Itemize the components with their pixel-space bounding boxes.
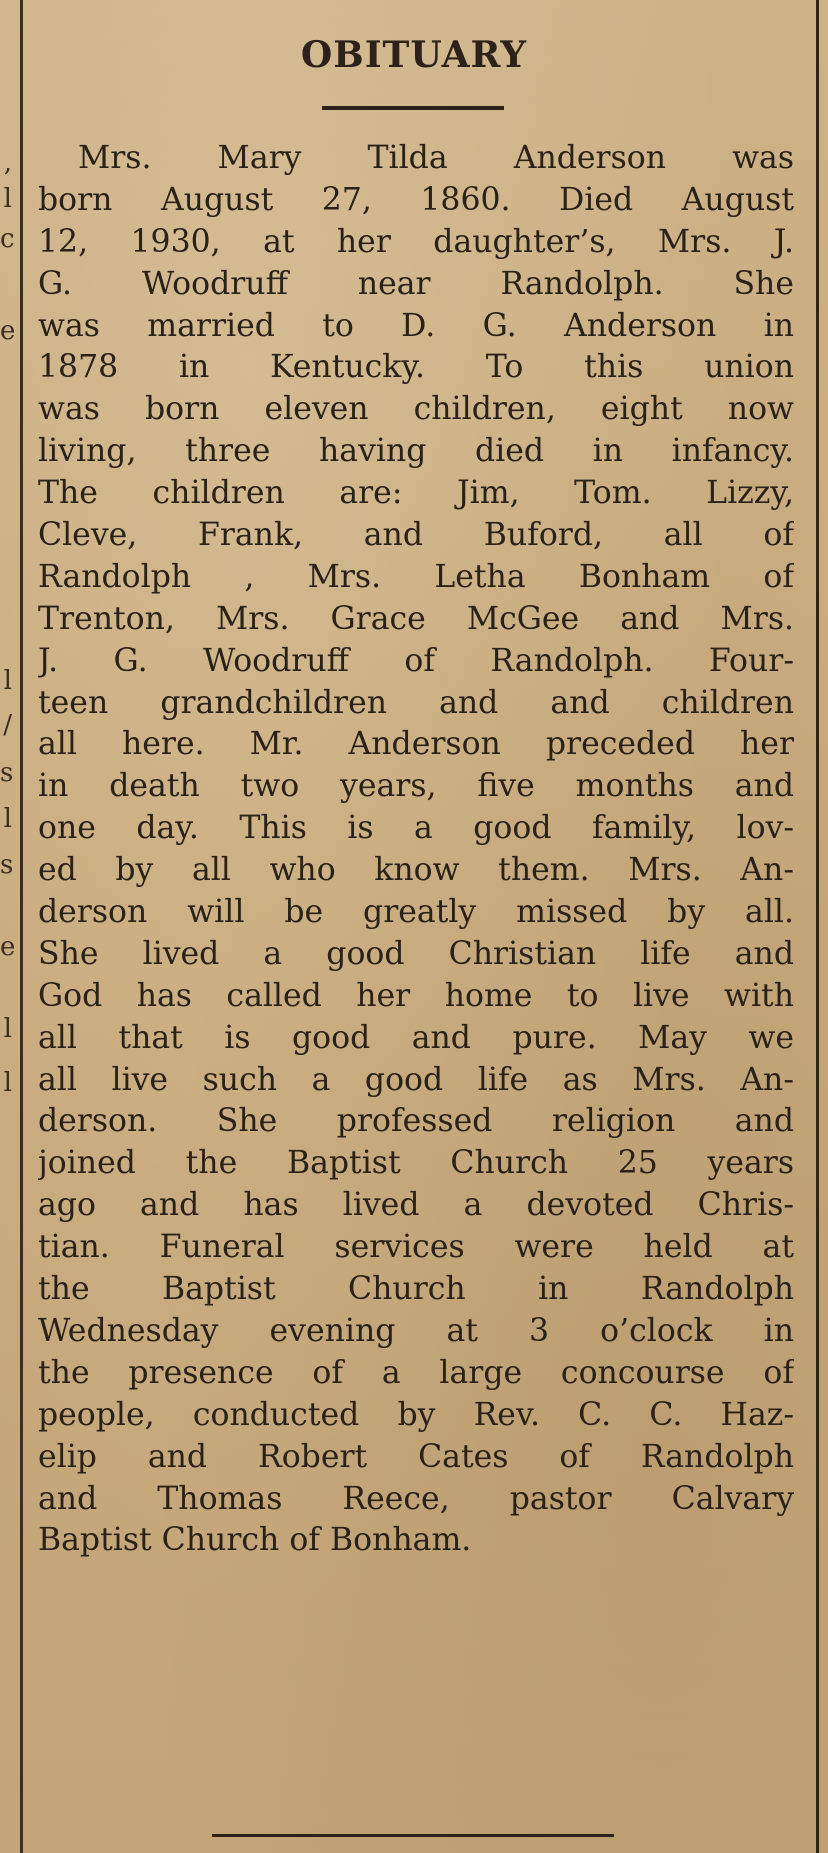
text-line: ago and has lived a devoted Chris- [38, 1187, 794, 1224]
text-line: one day. This is a good family, lov- [38, 810, 794, 847]
text-line: G. Woodruff near Randolph. She [38, 265, 794, 302]
column-rule-left [20, 0, 23, 1853]
text-line: derson will be greatly missed by all. [38, 894, 794, 931]
text-line: the presence of a large concourse of [38, 1354, 794, 1391]
neighbor-column-fragment: s [0, 850, 14, 880]
text-line: 1878 in Kentucky. To this union [38, 349, 794, 386]
neighbor-column-fragment: l [3, 1068, 12, 1098]
text-line: God has called her home to live with [38, 977, 794, 1014]
neighbor-column-fragment: l [3, 184, 12, 214]
text-line: elip and Robert Cates of Randolph [38, 1438, 794, 1475]
obituary-body [38, 138, 794, 1562]
text-line: Randolph , Mrs. Letha Bonham of [38, 558, 794, 595]
neighbor-column-fragment: c [0, 224, 15, 254]
neighbor-column-fragment: e [0, 316, 16, 346]
neighbor-column-fragment: l [3, 804, 12, 834]
text-line: The children are: Jim, Tom. Lizzy, [38, 475, 794, 512]
text-line: Trenton, Mrs. Grace McGee and Mrs. [38, 600, 794, 637]
text-line: Wednesday evening at 3 o’clock in [38, 1312, 794, 1349]
text-line: people, conducted by Rev. C. C. Haz- [38, 1396, 794, 1433]
text-line: was married to D. G. Anderson in [38, 307, 794, 344]
neighbor-column-fragment: l [3, 1014, 12, 1044]
text-line: all live such a good life as Mrs. An- [38, 1061, 794, 1098]
text-line: teen grandchildren and and children [38, 684, 794, 721]
text-line: She lived a good Christian life and [38, 935, 794, 972]
text-line: derson. She professed religion and [38, 1103, 794, 1140]
neighbor-column-fragment: / [3, 710, 12, 740]
title-underline [322, 106, 504, 110]
column-rule-right [816, 0, 819, 1853]
text-line: in death two years, five months and [38, 768, 794, 805]
text-line: joined the Baptist Church 25 years [38, 1145, 794, 1182]
text-line: tian. Funeral services were held at [38, 1229, 794, 1266]
page-title: OBITUARY [300, 34, 528, 76]
text-line: all here. Mr. Anderson preceded her [38, 726, 794, 763]
text-line: ed by all who know them. Mrs. An- [38, 852, 794, 889]
text-line: Cleve, Frank, and Buford, all of [38, 517, 794, 554]
text-line: was born eleven children, eight now [38, 391, 794, 428]
text-line: born August 27, 1860. Died August [38, 181, 794, 218]
text-line: living, three having died in infancy. [38, 433, 794, 470]
text-line: Baptist Church of Bonham. [38, 1522, 472, 1559]
text-line: J. G. Woodruff of Randolph. Four- [38, 642, 794, 679]
neighbor-column-fragment: e [0, 932, 16, 962]
text-line: the Baptist Church in Randolph [38, 1271, 794, 1308]
neighbor-column-fragment: s [0, 758, 14, 788]
text-line: Mrs. Mary Tilda Anderson was [78, 140, 794, 176]
neighbor-column-fragment: l [3, 666, 12, 696]
text-line: 12, 1930, at her daughter’s, Mrs. J. [38, 223, 794, 260]
text-line: and Thomas Reece, pastor Calvary [38, 1480, 794, 1517]
bottom-rule [212, 1834, 614, 1837]
text-line: all that is good and pure. May we [38, 1019, 794, 1056]
neighbor-column-fragment: , [3, 148, 12, 178]
